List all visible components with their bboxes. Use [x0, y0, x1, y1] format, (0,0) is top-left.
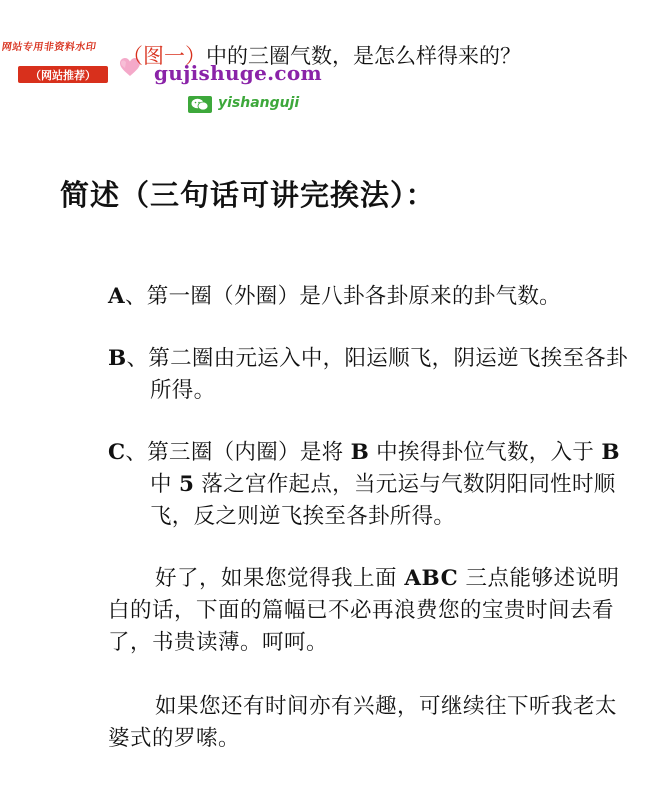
- question-text: 中的三圈气数，是怎么样得来的？: [206, 44, 521, 68]
- paragraph-text: 好了，如果您觉得我上面: [155, 566, 405, 591]
- item-text: 、第一圈（外圈）是八卦各卦原来的卦气数。: [124, 284, 561, 309]
- section-heading: 简述（三句话可讲完挨法）：: [60, 178, 436, 212]
- item-emphasis: 5: [178, 472, 195, 497]
- item-label: B: [108, 346, 127, 371]
- item-label: A: [108, 284, 125, 309]
- figure-ref-close: ）: [185, 44, 206, 68]
- item-text: 中挨得卦位气数，入于: [369, 440, 602, 465]
- item-text: 、第三圈（内圈）是将: [125, 440, 351, 465]
- item-text: 落之宫作起点，当元运与气数阴阳同性时顺飞，反之则逆飞挨至各卦所得。: [150, 472, 616, 529]
- item-text: 中: [150, 472, 179, 497]
- item-emphasis: B: [350, 440, 370, 465]
- paragraph-text: 三点能够述说明白的话，下面的篇幅已不必再浪费您的宝贵时间去看了，书贵读薄。呵呵。: [108, 566, 620, 655]
- paragraph-emphasis: ABC: [404, 566, 459, 591]
- list-item-b: [108, 343, 628, 407]
- list-item-a: [108, 281, 628, 313]
- item-text: 、第二圈由元运入中，阳运顺飞，阴运逆飞挨至各卦所得。: [126, 346, 628, 403]
- wechat-id: yishanguji: [218, 95, 300, 111]
- item-emphasis: B: [601, 440, 620, 465]
- item-label: C: [108, 440, 126, 465]
- site-recommend-badge: （网站推荐）: [18, 66, 108, 83]
- list-item-c: [108, 437, 628, 533]
- figure-ref-open: （: [122, 44, 143, 68]
- site-url: gujishuge.com: [154, 61, 322, 85]
- paragraph-invite: 如果您还有时间亦有兴趣，可继续往下听我老太婆式的罗嗦。: [108, 694, 618, 751]
- question-line: [122, 40, 521, 70]
- wechat-icon: [188, 96, 212, 113]
- watermark-text: 网站专用非资料水印: [0, 42, 97, 53]
- paragraph-summary: [108, 563, 626, 659]
- figure-ref: 图一: [143, 44, 185, 68]
